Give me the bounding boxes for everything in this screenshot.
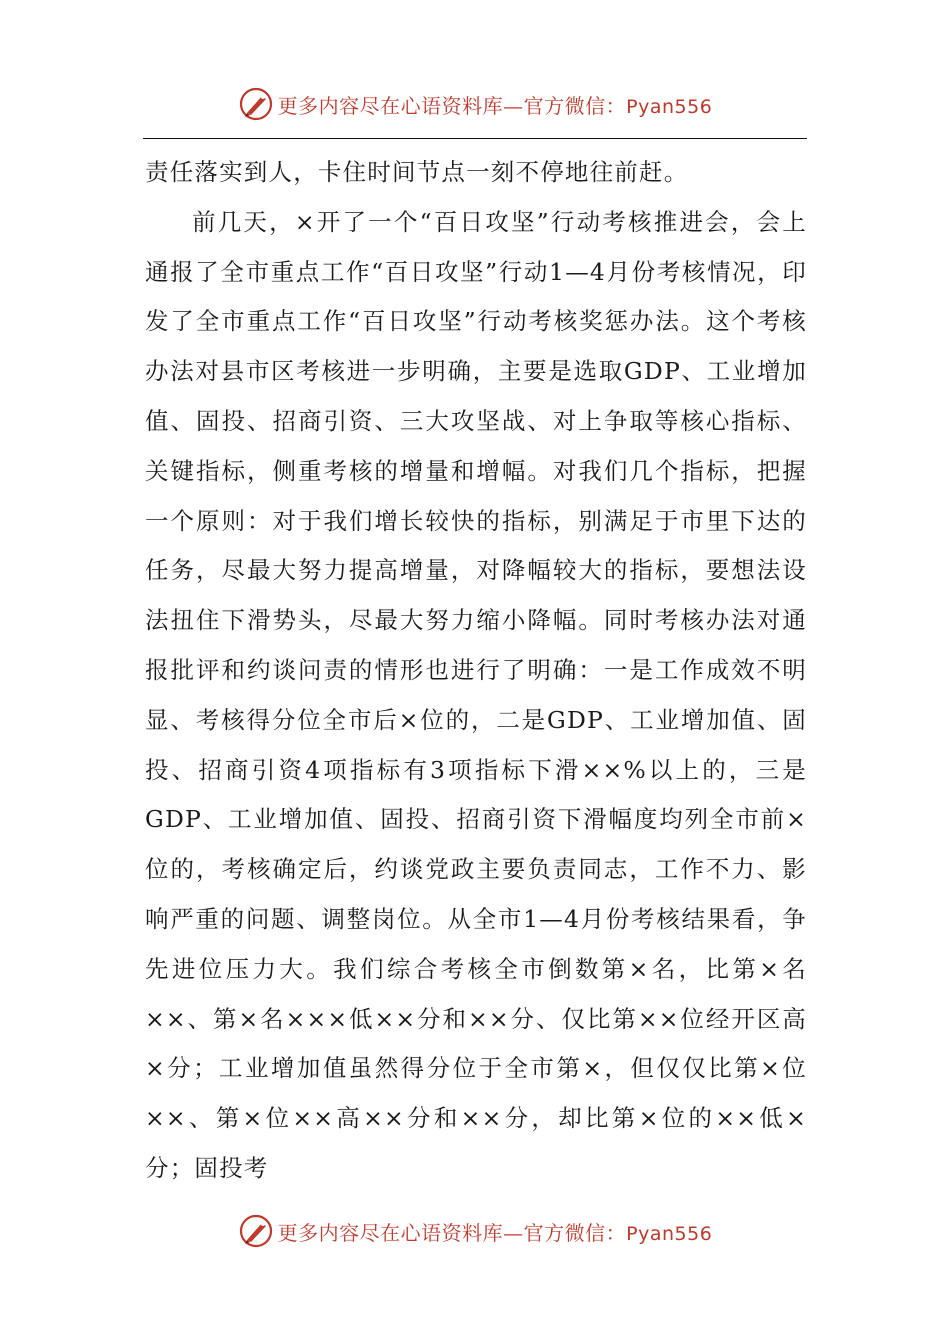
document-body bbox=[145, 148, 807, 1194]
watermark-footer bbox=[0, 1211, 950, 1251]
watermark-text: 更多内容尽在心语资料库—官方微信：Pyan556 bbox=[277, 1220, 713, 1245]
pen-logo-icon bbox=[238, 1213, 274, 1249]
header-divider bbox=[143, 138, 807, 139]
watermark-wechat-id: Pyan556 bbox=[626, 95, 713, 118]
watermark-header bbox=[0, 84, 950, 124]
pen-logo-icon bbox=[238, 86, 274, 122]
paragraph-continuation: 责任落实到人，卡住时间节点一刻不停地往前赶。 bbox=[145, 158, 689, 186]
watermark-wechat-id: Pyan556 bbox=[626, 1222, 713, 1245]
watermark-text: 更多内容尽在心语资料库—官方微信：Pyan556 bbox=[277, 93, 713, 118]
paragraph-main: 前几天，×开了一个“百日攻坚”行动考核推进会，会上通报了全市重点工作“百日攻坚”行动1—4月份考核情况，印发了全市重点工作“百日攻坚”行动考核奖惩办法。这个考核办法对县市区考核进一步明确，主要是选取GDP、工业增加值、固投、招商引资、三大攻坚战、对上争取等核心指标、关键指标，侧重考核的增量和增幅。对我们几个指标，把握一个原则：对于我们增长较快的指标，别满足于市里下达的任务，尽最大努力提高增量，对降幅较大的指标，要想法设法扭住下滑势头，尽最大努力缩小降幅。同时考核办法对通报批评和约谈问责的情形也进行了明确：一是工作成效不明显、考核得分位全市后×位的，二是GDP、工业增加值、固投、招商引资4项指标有3项指标下滑××%以上的，三是GDP、工业增加值、固投、招商引资下滑幅度均列全市前×位的，考核确定后，约谈党政主要负责同志，工作不力、影响严重的问题、调整岗位。从全市1—4月份考核结果看，争先进位压力大。我们综合考核全市倒数第×名，比第×名××、第×名×××低××分和××分、仅比第××位经开区高×分；工业增加值虽然得分位于全市第×，但仅仅比第×位××、第×位××高××分和××分，却比第×位的××低×分；固投考 bbox=[145, 207, 808, 1182]
